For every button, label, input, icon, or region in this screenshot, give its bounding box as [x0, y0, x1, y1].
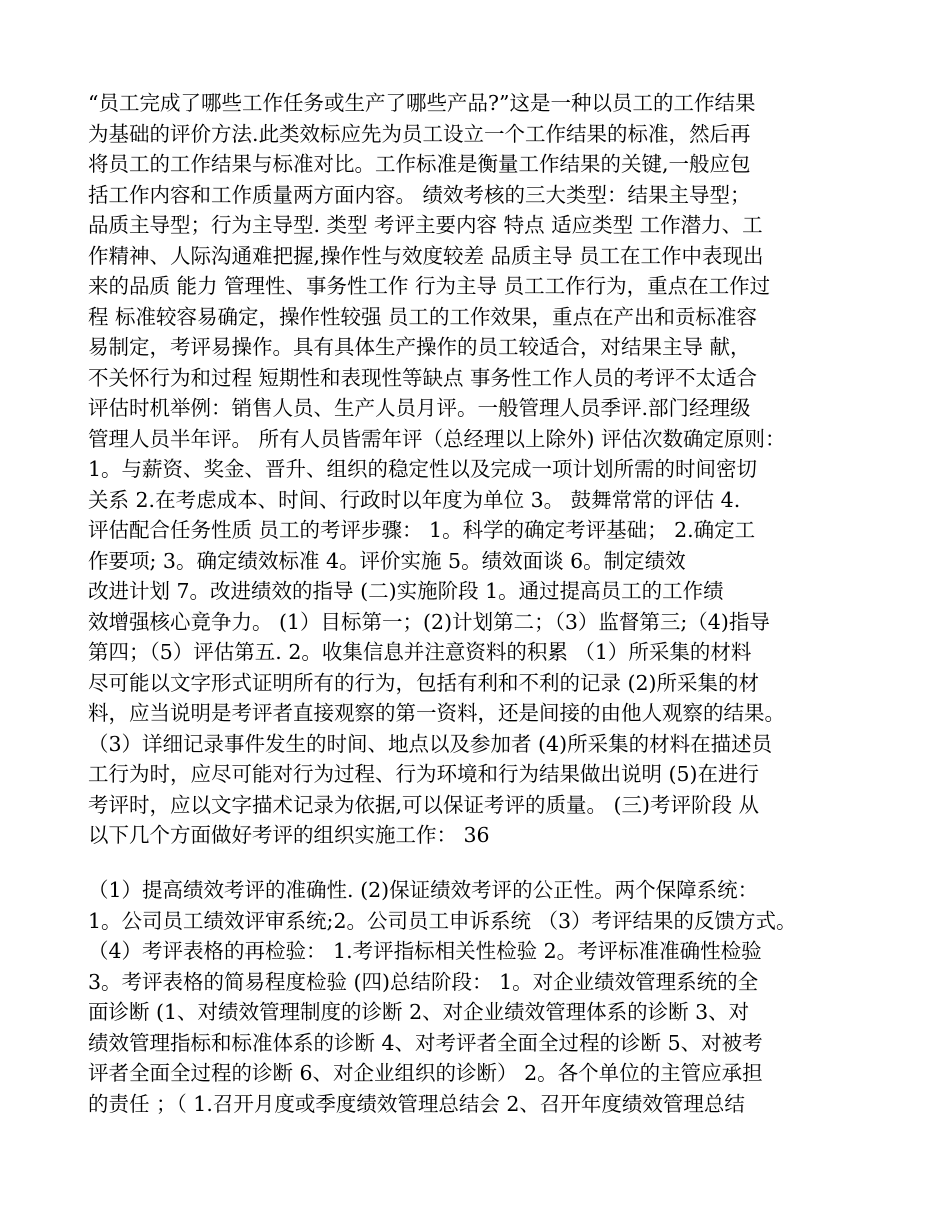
text-line: 作要项; 3。确定绩效标准 4。评价实施 5。绩效面谈 6。制定绩效: [88, 548, 686, 573]
text-line: 程 标准较容易确定，操作性较强 员工的工作效果，重点在产出和贡标准容: [88, 304, 758, 329]
body-paragraph-2: [88, 875, 878, 1119]
text-line: 1。公司员工绩效评审系统;2。公司员工申诉系统 （3）考评结果的反馈方式。: [88, 908, 797, 933]
text-line: （3）详细记录事件发生的时间、地点以及参加者 (4)所采集的材料在描述员: [88, 731, 773, 756]
text-line: 效增强核心竟争力。 (1）目标第一；(2)计划第二；（3）监督第三;（4)指导: [88, 609, 770, 634]
text-line: 评估时机举例：销售人员、生产人员月评。一般管理人员季评.部门经理级: [88, 396, 751, 420]
text-line: 评者全面全过程的诊断 6、对企业组织的诊断） 2。各个单位的主管应承担: [88, 1061, 763, 1085]
text-line: 括工作内容和工作质量两方面内容。 绩效考核的三大类型：结果主导型；: [88, 182, 751, 207]
text-line: 管理人员半年评。 所有人员皆需年评（总经理以上除外) 评估次数确定原则：: [88, 426, 786, 451]
text-line: 来的品质 能力 管理性、事务性工作 行为主导 员工工作行为，重点在工作过: [88, 274, 771, 298]
text-line: 第四；（5）评估第五. 2。收集信息并注意资料的积累 （1）所采集的材料: [88, 640, 752, 664]
text-line: 绩效管理指标和标准体系的诊断 4、对考评者全面全过程的诊断 5、对被考: [88, 1030, 763, 1055]
text-line: 为基础的评价方法.此类效标应先为员工设立一个工作结果的标准，然后再: [88, 121, 751, 146]
text-line: 工行为时，应尽可能对行为过程、行为环境和行为结果做出说明 (5)在进行: [88, 762, 760, 786]
body-paragraph-1: [88, 88, 878, 851]
text-line: 评估配合任务性质 员工的考评步骤： 1。科学的确定考评基础； 2.确定工: [88, 518, 756, 542]
text-line: 1。与薪资、奖金、晋升、组织的稳定性以及完成一项计划所需的时间密切: [88, 457, 758, 481]
text-line: （1）提高绩效考评的准确性. (2)保证绩效考评的公正性。两个保障系统：: [88, 878, 759, 902]
text-line: 品质主导型；行为主导型. 类型 考评主要内容 特点 适应类型 工作潜力、工: [88, 213, 763, 237]
text-line: 面诊断 (1、对绩效管理制度的诊断 2、对企业绩效管理体系的诊断 3、对: [88, 1000, 750, 1024]
text-line: 的责任 ；（ 1.召开月度或季度绩效管理总结会 2、召开年度绩效管理总结: [88, 1091, 745, 1116]
text-line: 作精神、人际沟通难把握,操作性与效度较差 品质主导 员工在工作中表现出: [88, 243, 764, 268]
text-line: 考评时，应以文字描术记录为依据,可以保证考评的质量。 (三)考评阶段 从: [88, 792, 760, 817]
text-line: 将员工的工作结果与标准对比。工作标准是衡量工作结果的关键,一般应包: [88, 152, 751, 176]
text-line: 不关怀行为和过程 短期性和表现性等缺点 事务性工作人员的考评不太适合: [88, 365, 758, 390]
text-line: 易制定，考评易操作。具有具体生产操作的员工较适合，对结果主导 献，: [88, 335, 751, 359]
text-line: 料，应当说明是考评者直接观察的第一资料，还是间接的由他人观察的结果。: [88, 701, 785, 725]
text-line: 3。考评表格的简易程度检验 (四)总结阶段： 1。对企业绩效管理系统的全: [88, 969, 759, 994]
text-line: 关系 2.在考虑成本、时间、行政时以年度为单位 3。 鼓舞常常的评估 4.: [88, 487, 741, 512]
text-line: 尽可能以文字形式证明所有的行为，包括有利和不利的记录 (2)所采集的材: [88, 670, 760, 695]
text-line: 改进计划 7。改进绩效的指导 (二)实施阶段 1。通过提高员工的工作绩: [88, 579, 724, 603]
text-line: （4）考评表格的再检验： 1.考评指标相关性检验 2。考评标准准确性检验: [88, 939, 762, 963]
text-line: “员工完成了哪些工作任务或生产了哪些产品?”这是一种以员工的工作结果: [88, 91, 756, 115]
text-line: 以下几个方面做好考评的组织实施工作： 36: [88, 823, 490, 847]
